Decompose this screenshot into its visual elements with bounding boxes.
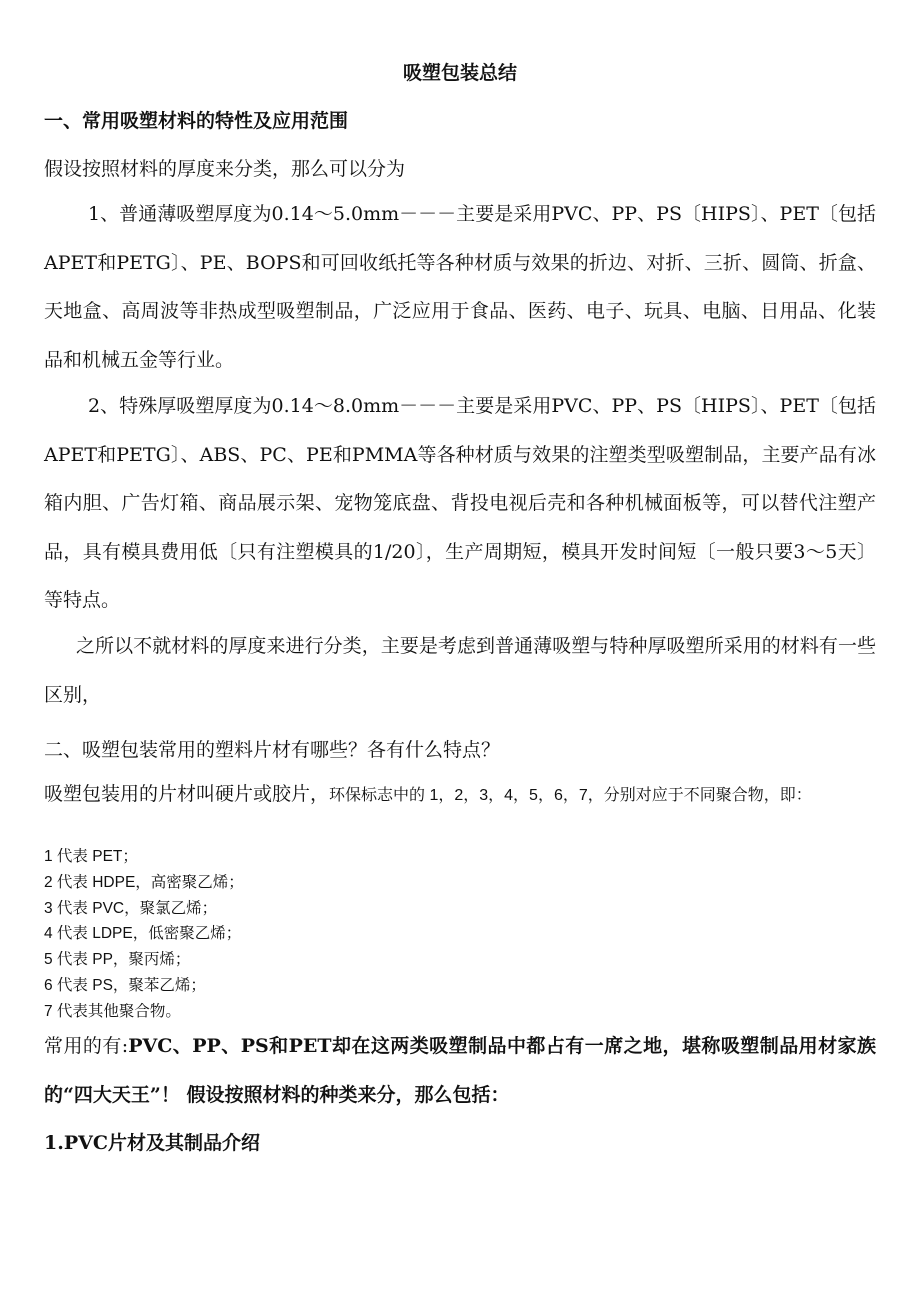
section2-intro-lead: 吸塑包装用的片材叫硬片或胶片， [44, 783, 330, 805]
list-item: 5 代表 PP，聚丙烯； [44, 951, 191, 969]
polymer-code-list [44, 844, 244, 1025]
list-item: 2 代表 HDPE，高密聚乙烯； [44, 873, 244, 891]
common-materials-paragraph [44, 1022, 876, 1119]
section2-intro-rest: 环保标志中的 1，2，3，4，5，6，7，分别对应于不同聚合物，即： [329, 787, 812, 804]
section1-intro: 假设按照材料的厚度来分类，那么可以分为 [44, 158, 406, 180]
section2-heading: 二、吸塑包装常用的塑料片材有哪些？各有什么特点？ [44, 739, 501, 761]
pvc-subheading: 1.PVC片材及其制品介绍 [44, 1132, 260, 1154]
common-materials-rest: PVC、PP、PS和PET却在这两类吸塑制品中都占有一席之地，堪称吸塑制品用材家族的“四大天王”！ 假设按照材料的种类来分，那么包括： [44, 1035, 876, 1106]
section1-note: 之所以不就材料的厚度来进行分类，主要是考虑到普通薄吸塑与特种厚吸塑所采用的材料有一些区别， [44, 635, 876, 706]
list-item: 3 代表 PVC，聚氯乙烯； [44, 899, 218, 917]
common-materials-lead: 常用的有: [44, 1035, 129, 1057]
list-item: 4 代表 LDPE，低密聚乙烯； [44, 925, 242, 943]
list-item: 7 代表其他聚合物。 [44, 1002, 181, 1020]
list-item: 1 代表 PET； [44, 848, 138, 865]
section1-heading: 一、常用吸塑材料的特性及应用范围 [44, 110, 349, 132]
section1-item2: 2、特殊厚吸塑厚度为0.14～8.0mm－－－主要是采用PVC、PP、PS〔HIPS〕、PET〔包括APET和PETG〕、ABS、PC、PE和PMMA等各种材质与效果的注塑类型吸塑制品，主要产品有冰箱内胆、广告灯箱、商品展示架、宠物笼底盘、背投电视后壳和各种机械面板等，可以替代注塑产品，具有模具费用低〔只有注塑模具的1/20〕，生产周期短，模具开发时间短〔一般只要3～5天〕等特点。 [44, 395, 876, 611]
section2-intro [44, 782, 884, 808]
section1-item1: 1、普通薄吸塑厚度为0.14～5.0mm－－－主要是采用PVC、PP、PS〔HIPS〕、PET〔包括APET和PETG〕、PE、BOPS和可回收纸托等各种材质与效果的折边、对折、三折、圆筒、折盒、天地盒、高周波等非热成型吸塑制品，广泛应用于食品、医药、电子、玩具、电脑、日用品、化装品和机械五金等行业。 [44, 203, 876, 371]
list-item: 6 代表 PS，聚苯乙烯； [44, 976, 206, 994]
document-title: 吸塑包装总结 [402, 62, 517, 84]
